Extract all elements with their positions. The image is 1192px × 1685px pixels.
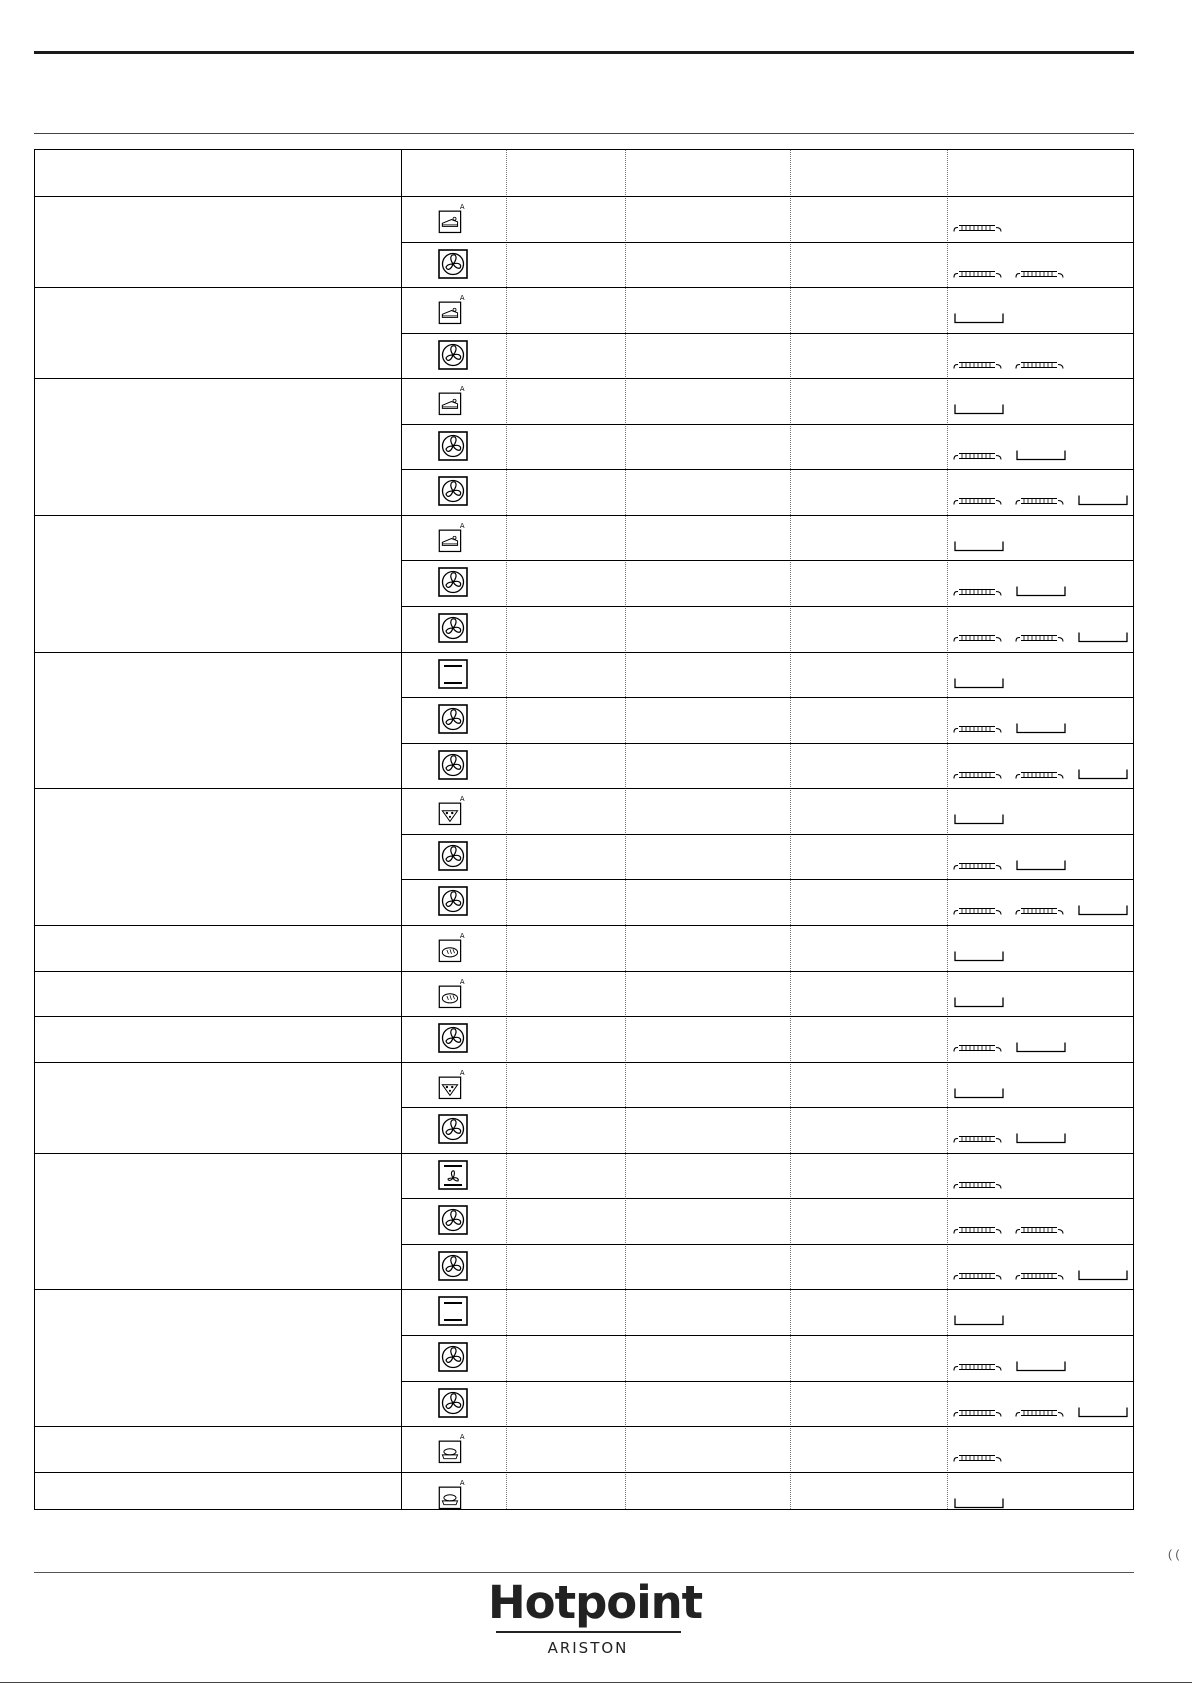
corner-mark: ( ( bbox=[1168, 1547, 1180, 1561]
tray-icon bbox=[1015, 1132, 1067, 1146]
wire-rack-icon bbox=[953, 768, 1003, 782]
wire-rack-icon bbox=[1015, 494, 1065, 508]
row-divider bbox=[401, 879, 1133, 880]
wire-rack-icon bbox=[953, 267, 1003, 281]
bread-a-icon bbox=[437, 931, 469, 963]
fan-icon bbox=[437, 703, 469, 735]
fan-icon bbox=[437, 749, 469, 781]
wire-rack-icon bbox=[953, 1223, 1003, 1237]
column-separator bbox=[625, 150, 626, 1509]
row-divider bbox=[401, 606, 1133, 607]
wire-rack-icon bbox=[953, 494, 1003, 508]
cooking-table bbox=[34, 149, 1134, 1510]
row-divider bbox=[401, 834, 1133, 835]
pizza-a-icon bbox=[437, 794, 469, 826]
svg-text:A: A bbox=[459, 1432, 465, 1441]
svg-text:A: A bbox=[459, 293, 465, 302]
tray-icon bbox=[953, 540, 1005, 554]
fan-icon bbox=[437, 1250, 469, 1282]
conventional-icon bbox=[437, 1295, 469, 1327]
tray-icon bbox=[953, 677, 1005, 691]
row-divider bbox=[401, 242, 1133, 243]
tray-icon bbox=[1015, 722, 1067, 736]
tray-icon bbox=[953, 1497, 1005, 1511]
fan-icon bbox=[437, 1341, 469, 1373]
svg-text:A: A bbox=[459, 977, 465, 986]
row-divider bbox=[401, 1381, 1133, 1382]
cake-a-icon bbox=[437, 293, 469, 325]
fan-icon bbox=[437, 1204, 469, 1236]
row-divider bbox=[401, 697, 1133, 698]
tray-icon bbox=[1077, 1406, 1129, 1420]
column-separator bbox=[401, 150, 402, 1509]
fan-icon bbox=[437, 430, 469, 462]
wire-rack-icon bbox=[1015, 631, 1065, 645]
tray-icon bbox=[1077, 1269, 1129, 1283]
brand-name: Hotpoint bbox=[488, 1576, 703, 1629]
tray-icon bbox=[953, 996, 1005, 1010]
wire-rack-icon bbox=[953, 1269, 1003, 1283]
svg-text:A: A bbox=[459, 521, 465, 530]
conventional-icon bbox=[437, 658, 469, 690]
column-separator bbox=[947, 150, 948, 1509]
row-divider bbox=[401, 333, 1133, 334]
tray-icon bbox=[953, 312, 1005, 326]
fan-icon bbox=[437, 1387, 469, 1419]
wire-rack-icon bbox=[1015, 267, 1065, 281]
fan-icon bbox=[437, 840, 469, 872]
roast-a-icon bbox=[437, 1478, 469, 1510]
wire-rack-icon bbox=[1015, 358, 1065, 372]
svg-text:A: A bbox=[459, 931, 465, 940]
tray-icon bbox=[953, 950, 1005, 964]
row-divider bbox=[401, 560, 1133, 561]
pizza-a-icon bbox=[437, 1068, 469, 1100]
wire-rack-icon bbox=[953, 722, 1003, 736]
wire-rack-icon bbox=[953, 1451, 1003, 1465]
top-rule bbox=[34, 51, 1134, 54]
row-divider bbox=[401, 1335, 1133, 1336]
group-divider bbox=[35, 378, 1133, 379]
tray-icon bbox=[953, 1087, 1005, 1101]
brand-divider bbox=[496, 1631, 681, 1633]
brand-sub: ARISTON bbox=[547, 1639, 629, 1657]
cake-a-icon bbox=[437, 202, 469, 234]
convection-bake-icon bbox=[437, 1159, 469, 1191]
fan-icon bbox=[437, 1113, 469, 1145]
brand-logo bbox=[488, 1572, 703, 1672]
svg-text:A: A bbox=[459, 1068, 465, 1077]
row-divider bbox=[401, 424, 1133, 425]
wire-rack-icon bbox=[1015, 904, 1065, 918]
tray-icon bbox=[1015, 1360, 1067, 1374]
wire-rack-icon bbox=[953, 585, 1003, 599]
group-divider bbox=[35, 1153, 1133, 1154]
wire-rack-icon bbox=[1015, 1406, 1065, 1420]
footer-rule bbox=[0, 1682, 1192, 1683]
wire-rack-icon bbox=[1015, 1223, 1065, 1237]
group-divider bbox=[35, 788, 1133, 789]
tray-icon bbox=[953, 813, 1005, 827]
svg-text:A: A bbox=[459, 795, 465, 804]
row-divider bbox=[401, 1198, 1133, 1199]
group-divider bbox=[35, 287, 1133, 288]
section-rule bbox=[34, 133, 1134, 134]
group-divider bbox=[35, 1472, 1133, 1473]
tray-icon bbox=[1015, 449, 1067, 463]
group-divider bbox=[35, 925, 1133, 926]
tray-icon bbox=[1077, 768, 1129, 782]
tray-icon bbox=[1077, 904, 1129, 918]
roast-a-icon bbox=[437, 1432, 469, 1464]
row-divider bbox=[401, 469, 1133, 470]
tray-icon bbox=[953, 1314, 1005, 1328]
wire-rack-icon bbox=[953, 1132, 1003, 1146]
wire-rack-icon bbox=[953, 1178, 1003, 1192]
group-divider bbox=[35, 1016, 1133, 1017]
group-divider bbox=[35, 971, 1133, 972]
fan-icon bbox=[437, 339, 469, 371]
group-divider bbox=[35, 1426, 1133, 1427]
wire-rack-icon bbox=[953, 221, 1003, 235]
cake-a-icon bbox=[437, 384, 469, 416]
wire-rack-icon bbox=[953, 904, 1003, 918]
wire-rack-icon bbox=[1015, 768, 1065, 782]
cake-a-icon bbox=[437, 521, 469, 553]
wire-rack-icon bbox=[1015, 1269, 1065, 1283]
row-divider bbox=[401, 1107, 1133, 1108]
tray-icon bbox=[1015, 585, 1067, 599]
wire-rack-icon bbox=[953, 1406, 1003, 1420]
wire-rack-icon bbox=[953, 1360, 1003, 1374]
group-divider bbox=[35, 515, 1133, 516]
svg-text:A: A bbox=[459, 1478, 465, 1487]
tray-icon bbox=[1015, 1041, 1067, 1055]
svg-text:A: A bbox=[459, 385, 465, 394]
fan-icon bbox=[437, 248, 469, 280]
wire-rack-icon bbox=[953, 449, 1003, 463]
tray-icon bbox=[1077, 631, 1129, 645]
fan-icon bbox=[437, 566, 469, 598]
column-separator bbox=[790, 150, 791, 1509]
svg-text:A: A bbox=[459, 202, 465, 211]
fan-icon bbox=[437, 475, 469, 507]
wire-rack-icon bbox=[953, 631, 1003, 645]
tray-icon bbox=[1077, 494, 1129, 508]
header-divider bbox=[35, 196, 1133, 197]
row-divider bbox=[401, 1244, 1133, 1245]
bread-a-icon bbox=[437, 977, 469, 1009]
wire-rack-icon bbox=[953, 358, 1003, 372]
fan-icon bbox=[437, 612, 469, 644]
column-separator bbox=[506, 150, 507, 1509]
wire-rack-icon bbox=[953, 1041, 1003, 1055]
tray-icon bbox=[1015, 859, 1067, 873]
tray-icon bbox=[953, 403, 1005, 417]
fan-icon bbox=[437, 1022, 469, 1054]
row-divider bbox=[401, 743, 1133, 744]
group-divider bbox=[35, 1062, 1133, 1063]
fan-icon bbox=[437, 885, 469, 917]
group-divider bbox=[35, 1289, 1133, 1290]
wire-rack-icon bbox=[953, 859, 1003, 873]
group-divider bbox=[35, 652, 1133, 653]
